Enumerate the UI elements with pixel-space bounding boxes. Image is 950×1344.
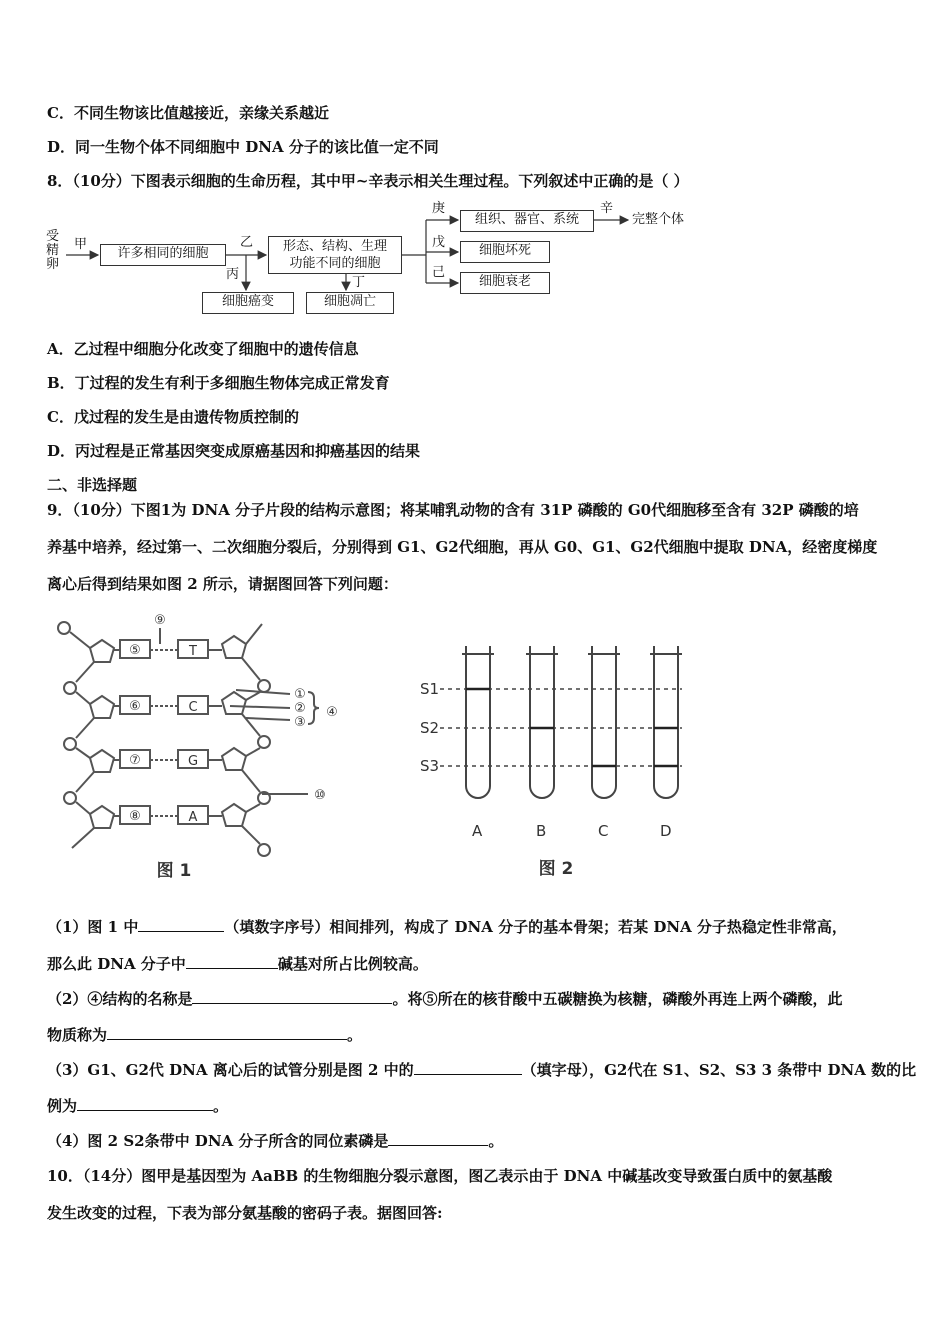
q7-option-c: C．不同生物该比值越接近，亲缘关系越近	[47, 104, 329, 122]
q9-p1-text-d: 碱基对所占比例较高。	[277, 955, 428, 973]
box-many-cells: 许多相同的细胞	[100, 244, 226, 266]
base-g: G	[187, 754, 199, 769]
answer-blank-5[interactable]	[414, 1060, 522, 1075]
q9-p4-text-b: 。	[488, 1132, 504, 1150]
answer-blank-3[interactable]	[192, 989, 392, 1004]
label-jia: 甲	[74, 237, 88, 252]
q7-option-d: D．同一生物个体不同细胞中 DNA 分子的该比值一定不同	[47, 138, 439, 156]
label-ji: 己	[432, 265, 446, 280]
q9-part3-line1	[47, 1060, 916, 1080]
label-xin: 辛	[600, 201, 614, 216]
q9-p2-text-a: （2）④结构的名称是	[47, 990, 193, 1008]
q9-p2-text-d: 。	[347, 1026, 363, 1044]
figure-1-caption: 图 1	[156, 861, 192, 881]
q9-part2-line1	[47, 989, 842, 1009]
q9-stem-line3: 离心后得到结果如图 2 所示，请据图回答下列问题：	[47, 575, 398, 593]
top-num-9: ⑨	[154, 613, 166, 628]
centrifuge-drawing	[410, 640, 700, 885]
answer-blank-4[interactable]	[107, 1025, 347, 1040]
answer-blank-7[interactable]	[388, 1131, 488, 1146]
answer-blank-2[interactable]	[186, 954, 278, 969]
q9-p3-text-d: 。	[213, 1097, 229, 1115]
base-c: C	[188, 700, 198, 715]
tube-d: D	[660, 822, 672, 840]
q9-p3-text-b: （填字母），G2代在 S1、S2、S3 3 条带中 DNA 数的比	[521, 1061, 917, 1079]
q9-p1-text-c: 那么此 DNA 分子中	[47, 955, 186, 973]
left-num-7: ⑦	[129, 753, 141, 768]
dna-structure-drawing	[50, 608, 370, 888]
figure-2-centrifuge	[410, 640, 700, 885]
q8-stem: 8．（10分）下图表示细胞的生命历程，其中甲~辛表示相关生理过程。下列叙述中正确的是（ ）	[47, 172, 689, 190]
left-num-5: ⑤	[129, 643, 141, 658]
figure-2-caption: 图 2	[538, 859, 574, 879]
q9-p1-text-a: （1）图 1 中	[47, 918, 139, 936]
box-cancer: 细胞癌变	[202, 292, 294, 314]
box-necrosis: 细胞坏死	[460, 241, 550, 263]
box-diff-line2: 功能不同的细胞	[289, 256, 381, 271]
label-wu: 戊	[432, 235, 446, 250]
box-differentiated	[268, 236, 402, 274]
brace-num-4: ④	[326, 705, 338, 720]
band-s2: S2	[420, 719, 440, 737]
label-yi: 乙	[240, 235, 254, 250]
q9-part1-line2	[47, 954, 428, 974]
q10-stem-line1: 10．（14分）图甲是基因型为 AaBB 的生物细胞分裂示意图，图乙表示由于 DNA 中碱基改变导致蛋白质中的氨基酸	[47, 1167, 833, 1185]
q8-flow-diagram	[40, 198, 720, 318]
left-num-6: ⑥	[129, 699, 141, 714]
q10-stem-line2: 发生改变的过程，下表为部分氨基酸的密码子表。据图回答:	[47, 1204, 443, 1222]
q9-p3-text-c: 例为	[47, 1097, 78, 1115]
base-a: A	[188, 810, 198, 825]
label-bing: 丙	[226, 267, 240, 282]
tube-b: B	[536, 822, 547, 840]
q8-option-a: A．乙过程中细胞分化改变了细胞中的遗传信息	[47, 340, 359, 358]
q9-p2-text-c: 物质称为	[47, 1026, 108, 1044]
q9-stem-line2: 养基中培养，经过第一、二次细胞分裂后，分别得到 G1、G2代细胞，再从 G0、G1、G2代细胞中提取 DNA，经密度梯度	[47, 538, 878, 556]
label-start-2: 精	[46, 243, 60, 258]
box-aging: 细胞衰老	[460, 272, 550, 294]
band-s3: S3	[420, 757, 440, 775]
box-diff-line1: 形态、结构、生理	[282, 239, 387, 254]
tube-c: C	[598, 822, 609, 840]
tube-a: A	[472, 822, 483, 840]
base-t: T	[189, 644, 197, 659]
q9-p1-text-b: （填数字序号）相间排列，构成了 DNA 分子的基本骨架；若某 DNA 分子热稳定性非常高，	[224, 918, 847, 936]
q8-option-c: C．戊过程的发生是由遗传物质控制的	[47, 408, 299, 426]
box-tissue: 组织、器官、系统	[460, 210, 594, 232]
q9-stem-line1: 9．（10分）下图1为 DNA 分子片段的结构示意图；将某哺乳动物的含有 31P 磷酸的 G0代细胞移至含有 32P 磷酸的培	[47, 501, 859, 519]
label-end: 完整个体	[632, 212, 685, 227]
figure-1-dna-structure	[50, 608, 370, 888]
q9-part1-line1	[47, 917, 847, 937]
label-start-3: 卵	[46, 257, 60, 272]
label-geng: 庚	[432, 201, 446, 216]
right-num-1: ①	[294, 687, 306, 702]
answer-blank-1[interactable]	[138, 917, 224, 932]
left-num-8: ⑧	[129, 809, 141, 824]
label-ding: 丁	[352, 275, 366, 290]
right-num-2: ②	[294, 701, 306, 716]
q8-option-b: B．丁过程的发生有利于多细胞生物体完成正常发育	[47, 374, 390, 392]
q8-option-d: D．丙过程是正常基因突变成原癌基因和抑癌基因的结果	[47, 442, 421, 460]
right-num-3: ③	[294, 715, 306, 730]
q9-part3-line2	[47, 1096, 228, 1116]
answer-blank-6[interactable]	[77, 1096, 213, 1111]
q9-p2-text-b: 。将⑤所在的核苷酸中五碳糖换为核糖，磷酸外再连上两个磷酸，此	[392, 990, 843, 1008]
box-apoptosis: 细胞凋亡	[306, 292, 394, 314]
label-start-1: 受	[46, 229, 60, 244]
q9-part4-line1	[47, 1131, 503, 1151]
band-s1: S1	[420, 680, 440, 698]
q9-part2-line2	[47, 1025, 362, 1045]
bottom-num-10: ⑩	[314, 788, 326, 803]
section-heading: 二、非选择题	[47, 476, 138, 494]
q9-p3-text-a: （3）G1、G2代 DNA 离心后的试管分别是图 2 中的	[47, 1061, 414, 1079]
q9-p4-text-a: （4）图 2 S2条带中 DNA 分子所含的同位素磷是	[47, 1132, 389, 1150]
